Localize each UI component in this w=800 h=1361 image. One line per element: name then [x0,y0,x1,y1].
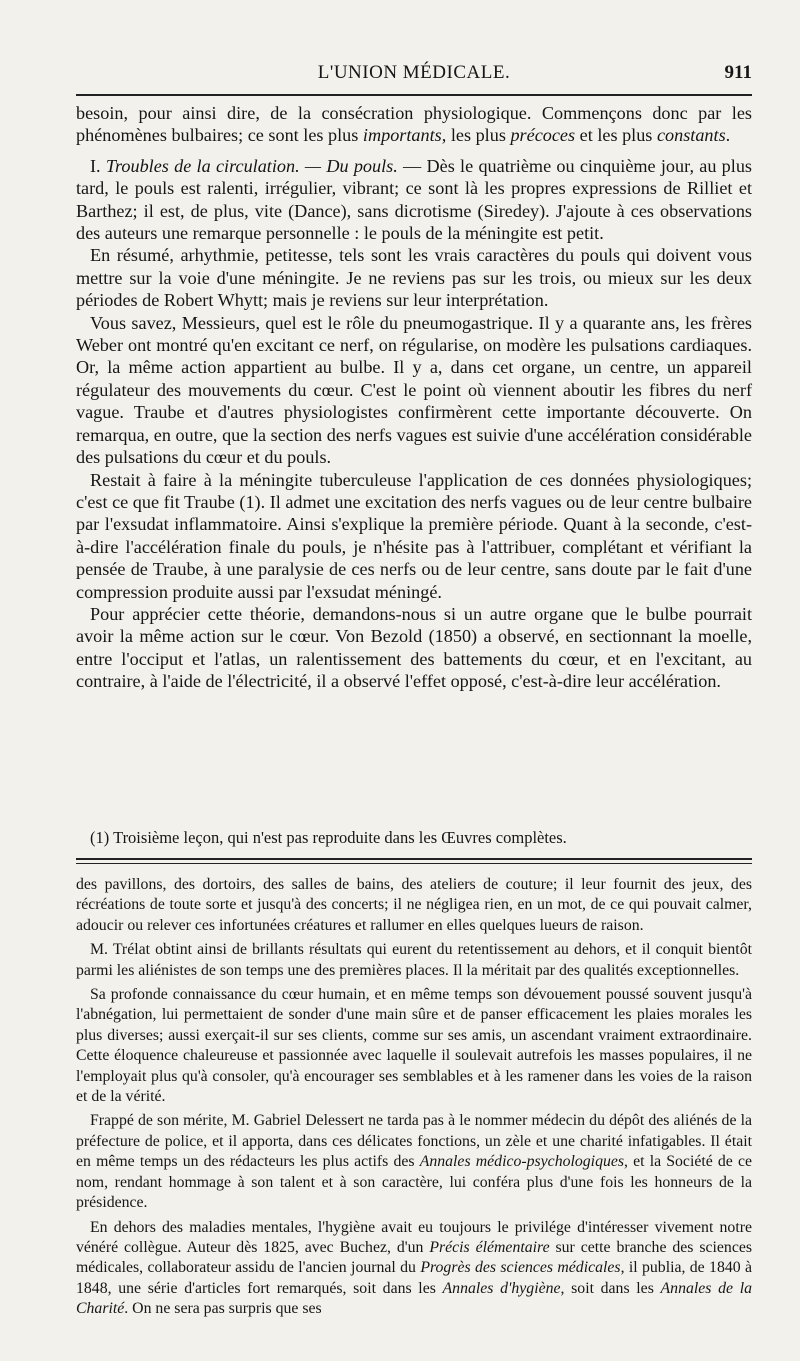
paragraph: Vous savez, Messieurs, quel est le rôle du pneumogastrique. Il y a quarante ans, les frères Weber ont montré qu'en excitant ce nerf, on régularise, on modère les pulsations cardiaques. Or, la même action appartient au bulbe. Il y a, dans cet organe, un centre, un appareil régulateur des mouvements du cœur. C'est le point où viennent aboutir les fibres du nerf vague. Traube et d'autres physiologistes confirmèrent cette importante découverte. On remarqua, en outre, que la section des nerfs vagues est suivie d'une accélération considérable des pulsations du cœur et du pouls. [76,312,752,468]
feuilleton-text [76,875,752,1320]
running-header [76,60,752,90]
paragraph: En résumé, arhythmie, petitesse, tels sont les vrais caractères du pouls qui doivent vous mettre sur la voie d'une méningite. Je ne reviens pas sur les trois, ou mieux sur les deux périodes de Robert Whytt; mais je reviens sur leur interprétation. [76,245,752,311]
paragraph: Frappé de son mérite, M. Gabriel Delessert ne tarda pas à le nommer médecin du dépôt des aliénés de la préfecture de police, et il apporta, dans ces délicates fonctions, un zèle et une charité infatigables. Il était en même temps un des rédacteurs les plus actifs des Annales médico-psychologiques, et la Société de ce nom, rendant hommage à son talent et à son caractère, lui conféra plus d'une fois les honneurs de la présidence. [76,1112,752,1212]
header-rule [76,94,752,96]
paragraph: Pour apprécier cette théorie, demandons-nous si un autre organe que le bulbe pourrait avoir la même action sur le cœur. Von Bezold (1850) a observé, en sectionnant la moelle, entre l'occiput et l'atlas, un ralentissement des battements du cœur, et en l'excitant, au contraire, à l'aide de l'électricité, il a observé l'effet opposé, c'est-à-dire leur accélération. [76,603,752,692]
paragraph: En dehors des maladies mentales, l'hygiène avait eu toujours le privilége d'intéresser vivement notre vénéré collègue. Auteur dès 1825, avec Buchez, d'un Précis élémentaire sur cette branche des sciences médicales, collaborateur assidu de l'ancien journal du Progrès des sciences médicales, il publia, de 1840 à 1848, une série d'articles fort remarqués, soit dans les Annales d'hygiène, soit dans les Annales de la Charité. On ne sera pas surpris que ses [76,1218,753,1318]
section-paragraph: I. Troubles de la circulation. — Du pouls. — Dès le quatrième ou cinquième jour, au plus tard, le pouls est ralenti, irrégulier, vibrant; ce sont là les propres expressions de Rilliet et Barthez; il est, de plus, vite (Dance), sans dicrotisme (Siredey). J'ajoute à ces observations des auteurs une remarque personnelle : le pouls de la méningite est petit. [76,155,752,244]
paragraph: Restait à faire à la méningite tuberculeuse l'application de ces données physiologiques; c'est ce que fit Traube (1). Il admet une excitation des nerfs vagues ou de leur centre bulbaire par l'exsudat inflammatoire. Ainsi s'explique la première période. Quant à la seconde, c'est-à-dire l'accélération finale du pouls, je n'hésite pas à l'attribuer, complétant et vérifiant la pensée de Traube, à une paralysie de ces nerfs ou de leur centre, sans doute par le fait d'une compression produite aussi par l'exsudat méningé. [76,469,752,602]
page-number: 911 [724,62,752,83]
feuilleton-rule [76,858,752,860]
paragraph: des pavillons, des dortoirs, des salles de bains, des ateliers de couture; il leur fournit des jeux, des récréations de toute sorte et jusqu'à des concerts; il ne négligea rien, en un mot, de ce qui pouvait calmer, adoucir ou relever ces infortunées créatures et rallumer en elles quelques lueurs de raison. [76,876,752,934]
feuilleton-rule-thin [76,863,752,864]
footnote: (1) Troisième leçon, qui n'est pas reproduite dans les Œuvres complètes. [90,828,567,847]
main-text [76,102,752,693]
journal-title: L'UNION MÉDICALE. [317,62,511,83]
paragraph: Sa profonde connaissance du cœur humain, et en même temps son dévouement poussé souvent jusqu'à l'abnégation, lui permettaient de sonder d'une main sûre et de panser efficacement les plaies morales les plus diverses; aussi exerçait-il sur ses clients, comme sur ses amis, un ascendant vraiment extraordinaire. Cette éloquence chaleureuse et passionnée avec laquelle il soulevait autrefois les masses populaires, il ne l'employait plus qu'à consoler, qu'à encourager ses semblables et à les ramener dans les voies de la raison et de la vérité. [76,986,752,1106]
paragraph: besoin, pour ainsi dire, de la consécration physiologique. Commençons donc par les phénomènes bulbaires; ce sont les plus importants, les plus précoces et les plus constants. [76,103,752,146]
paragraph: M. Trélat obtint ainsi de brillants résultats qui eurent du retentissement au dehors, et il conquit bientôt parmi les aliénistes de son temps une des premières places. Il la méritait par des qualités exceptionnelles. [76,941,752,979]
section-title: Troubles de la circulation. — Du pouls. [105,155,398,176]
section-number: I. [90,155,106,176]
